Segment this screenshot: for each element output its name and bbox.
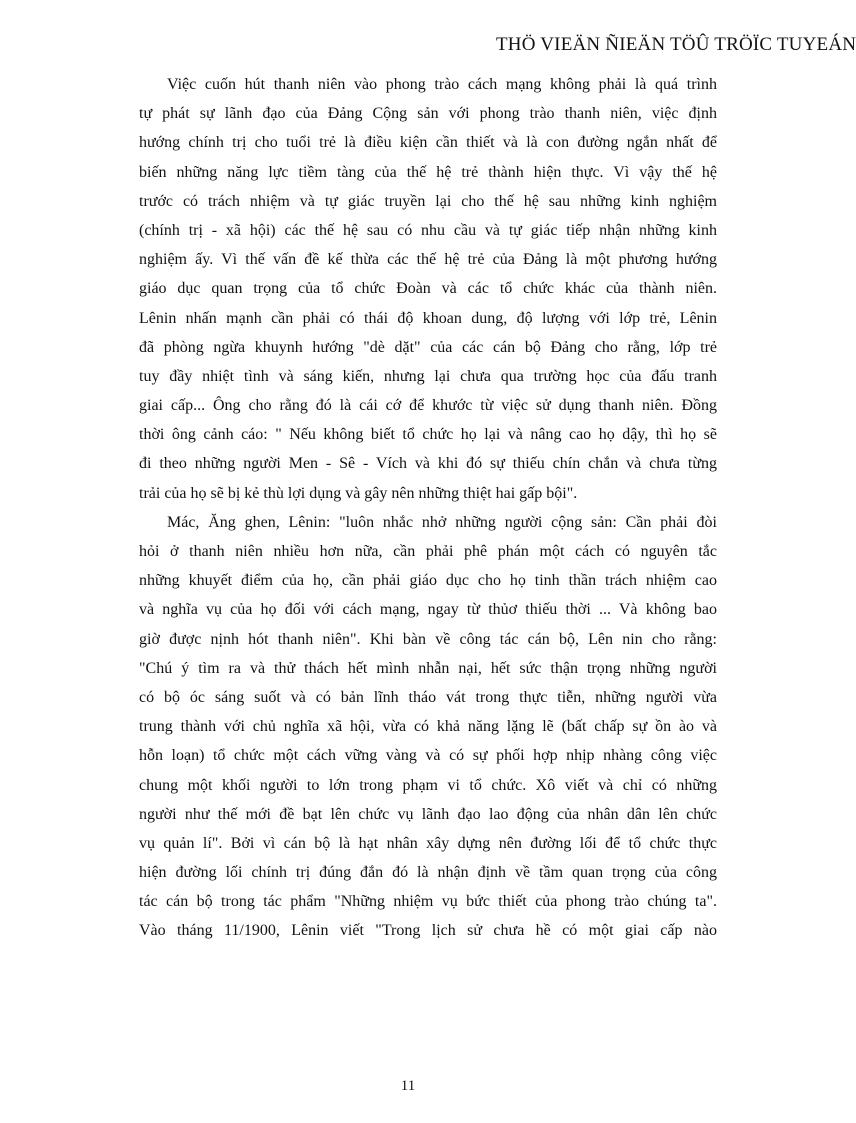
text-line: Mác, Ăng ghen, Lênin: "luôn nhắc nhở những người cộng sản: Cần phải đòi bbox=[167, 513, 717, 531]
text-line: trước có trách nhiệm và tự giác truyền lại cho thế hệ sau những kinh nghiệm bbox=[139, 192, 717, 210]
text-line: giờ được nịnh hót thanh niên". Khi bàn về công tác cán bộ, Lên nin cho rằng: bbox=[139, 630, 717, 648]
text-line: tác cán bộ trong tác phẩm "Những nhiệm vụ bức thiết của phong trào chúng ta". bbox=[139, 893, 717, 911]
text-line: và nghĩa vụ của họ đối với cách mạng, ngay từ thủơ thiếu thời ... Và không bao bbox=[139, 601, 717, 619]
text-line: nghiệm ấy. Vì thế vấn đề kế thừa các thế hệ trẻ của Đảng là một phương hướng bbox=[139, 251, 717, 269]
text-line: trải của họ sẽ bị kẻ thù lợi dụng và gây nên những thiệt hai gấp bội". bbox=[139, 484, 578, 502]
text-line: Vào tháng 11/1900, Lênin viết "Trong lịch sử chưa hề có một giai cấp nào bbox=[139, 922, 717, 940]
text-line: (chính trị - xã hội) các thế hệ sau có nhu cầu và tự giác tiếp nhận những kinh bbox=[139, 221, 717, 239]
text-line: người như thế mới đề bạt lên chức vụ lãnh đạo lao động của nhân dân lên chức bbox=[139, 805, 717, 823]
text-line: vụ quản lí". Bởi vì cán bộ là hạt nhân xây dựng nên đường lối để tổ chức thực bbox=[139, 834, 717, 852]
document-body bbox=[139, 70, 717, 946]
text-line: có bộ óc sáng suốt và có bản lĩnh tháo vát trong thực tiễn, những người vừa bbox=[139, 688, 717, 706]
text-line: Lênin nhấn mạnh cần phải có thái độ khoan dung, độ lượng với lớp trẻ, Lênin bbox=[139, 309, 717, 327]
text-line: thời ông cảnh cáo: " Nếu không biết tổ chức họ lại và nâng cao họ dậy, thì họ sẽ bbox=[139, 426, 717, 444]
text-line: giáo dục quan trọng của tổ chức Đoàn và các tổ chức khác của thành niên. bbox=[139, 280, 717, 298]
page-number: 11 bbox=[400, 1078, 416, 1094]
text-line: hướng chính trị cho tuổi trẻ là điều kiện cần thiết và là con đường ngắn nhất để bbox=[139, 134, 717, 152]
text-line: tuy đầy nhiệt tình và sáng kiến, nhưng lại chưa qua trường học của đấu tranh bbox=[139, 367, 717, 385]
text-line: tự phát sự lãnh đạo của Đảng Cộng sản với phong trào thanh niên, việc định bbox=[139, 105, 717, 123]
page-header-title: THÖ VIEÄN ÑIEÄN TÖÛ TRÖÏC TUYEÁN bbox=[496, 34, 856, 55]
text-line: đã phòng ngừa khuynh hướng "dè dặt" của các cán bộ Đảng cho rằng, lớp trẻ bbox=[139, 338, 717, 356]
text-line: trung thành với chủ nghĩa xã hội, vừa có khả năng lặng lẽ (bất chấp sự ồn ào và bbox=[139, 718, 717, 736]
text-line: những khuyết điểm của họ, cần phải giáo dục cho họ tinh thần trách nhiệm cao bbox=[139, 572, 717, 590]
text-line: hiện đường lối chính trị đúng đắn đó là nhận định về tầm quan trọng của công bbox=[139, 864, 717, 882]
text-line: biến những năng lực tiềm tàng của thế hệ trẻ thành hiện thực. Vì vậy thế hệ bbox=[139, 163, 717, 181]
text-line: "Chú ý tìm ra và thử thách hết mình nhẫn nại, hết sức thận trọng những người bbox=[139, 659, 717, 677]
text-line: hỏi ở thanh niên nhiều hơn nữa, cần phải phê phán một cách có nguyên tắc bbox=[139, 543, 717, 560]
text-line: hỗn loạn) tổ chức một cách vững vàng và có sự phối hợp nhịp nhàng công việc bbox=[139, 747, 717, 765]
text-line: Việc cuốn hút thanh niên vào phong trào cách mạng không phải là quá trình bbox=[167, 76, 717, 93]
text-line: giai cấp... Ông cho rằng đó là cái cớ để khước từ việc sử dụng thanh niên. Đồng bbox=[139, 397, 717, 415]
text-line: đi theo những người Men - Sê - Vích và khi đó sự thiếu chín chắn và chưa từng bbox=[139, 455, 717, 473]
text-line: chung một khối người to lớn trong phạm vi tổ chức. Xô viết và chỉ có những bbox=[139, 776, 717, 794]
